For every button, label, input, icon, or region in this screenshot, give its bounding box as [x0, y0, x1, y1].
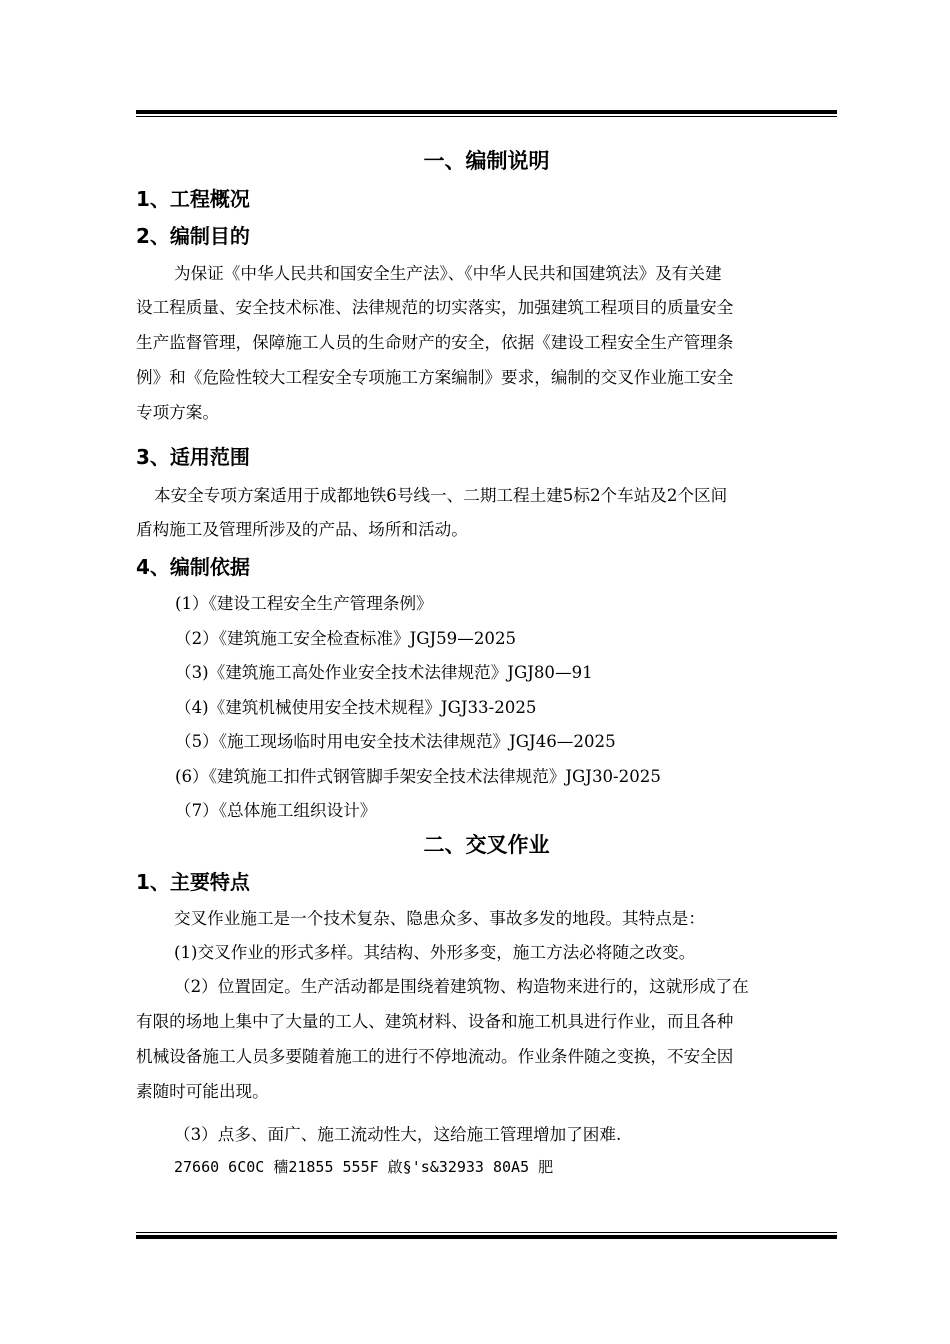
section-2-title: 二、交叉作业: [423, 833, 550, 857]
heading-basis: 4、编制依据: [136, 555, 250, 579]
heading-scope: 3、适用范围: [136, 445, 250, 469]
basis-item-4: （4)《建筑机械使用安全技术规程》JGJ33-2025: [175, 698, 537, 717]
feature-item-3: （3）点多、面广、施工流动性大，这给施工管理增加了困难.: [174, 1125, 622, 1144]
code-line: 27660 6C0C 穯21855 555F 啟§'s&32933 80A5 肥: [174, 1158, 554, 1176]
purpose-line-4: 例》和《危险性较大工程安全专项施工方案编制》要求，编制的交叉作业施工安全: [136, 368, 734, 387]
basis-item-5: （5）《施工现场临时用电安全技术法律规范》JGJ46—2025: [175, 732, 616, 751]
feature-item-2-line-4: 素随时可能出现。: [136, 1082, 269, 1101]
heading-project-overview: 1、工程概况: [136, 187, 250, 211]
basis-item-7: （7）《总体施工组织设计》: [175, 801, 377, 820]
heading-main-features: 1、主要特点: [136, 870, 250, 894]
header-rule: [136, 110, 837, 117]
feature-item-2-line-3: 机械设备施工人员多要随着施工的进行不停地流动。作业条件随之变换，不安全因: [136, 1047, 734, 1066]
basis-item-2: （2）《建筑施工安全检查标准》JGJ59—2025: [175, 629, 517, 648]
feature-item-2-line-1: （2）位置固定。生产活动都是围绕着建筑物、构造物来进行的，这就形成了在: [174, 977, 749, 996]
basis-item-1: (1）《建设工程安全生产管理条例》: [175, 594, 433, 613]
heading-purpose: 2、编制目的: [136, 224, 250, 248]
purpose-line-2: 设工程质量、安全技术标准、法律规范的切实落实，加强建筑工程项目的质量安全: [136, 298, 734, 317]
features-intro: 交叉作业施工是一个技术复杂、隐患众多、事故多发的地段。其特点是：: [174, 909, 705, 928]
purpose-line-5: 专项方案。: [136, 403, 219, 422]
basis-item-6: (6）《建筑施工扣件式钢管脚手架安全技术法律规范》JGJ30-2025: [175, 767, 661, 786]
scope-line-1: 本安全专项方案适用于成都地铁6号线一、二期工程土建5标2个车站及2个区间: [154, 486, 728, 505]
purpose-line-3: 生产监督管理，保障施工人员的生命财产的安全，依据《建设工程安全生产管理条: [136, 333, 734, 352]
scope-line-2: 盾构施工及管理所涉及的产品、场所和活动。: [136, 520, 468, 539]
section-1-title: 一、编制说明: [423, 149, 550, 173]
footer-rule: [136, 1232, 837, 1239]
purpose-line-1: 为保证《中华人民共和国安全生产法》、《中华人民共和国建筑法》及有关建: [174, 264, 722, 283]
feature-item-2-line-2: 有限的场地上集中了大量的工人、建筑材料、设备和施工机具进行作业，而且各种: [136, 1012, 734, 1031]
feature-item-1: (1)交叉作业的形式多样。其结构、外形多变，施工方法必将随之改变。: [174, 943, 696, 962]
basis-item-3: （3)《建筑施工高处作业安全技术法律规范》JGJ80—91: [175, 663, 593, 682]
